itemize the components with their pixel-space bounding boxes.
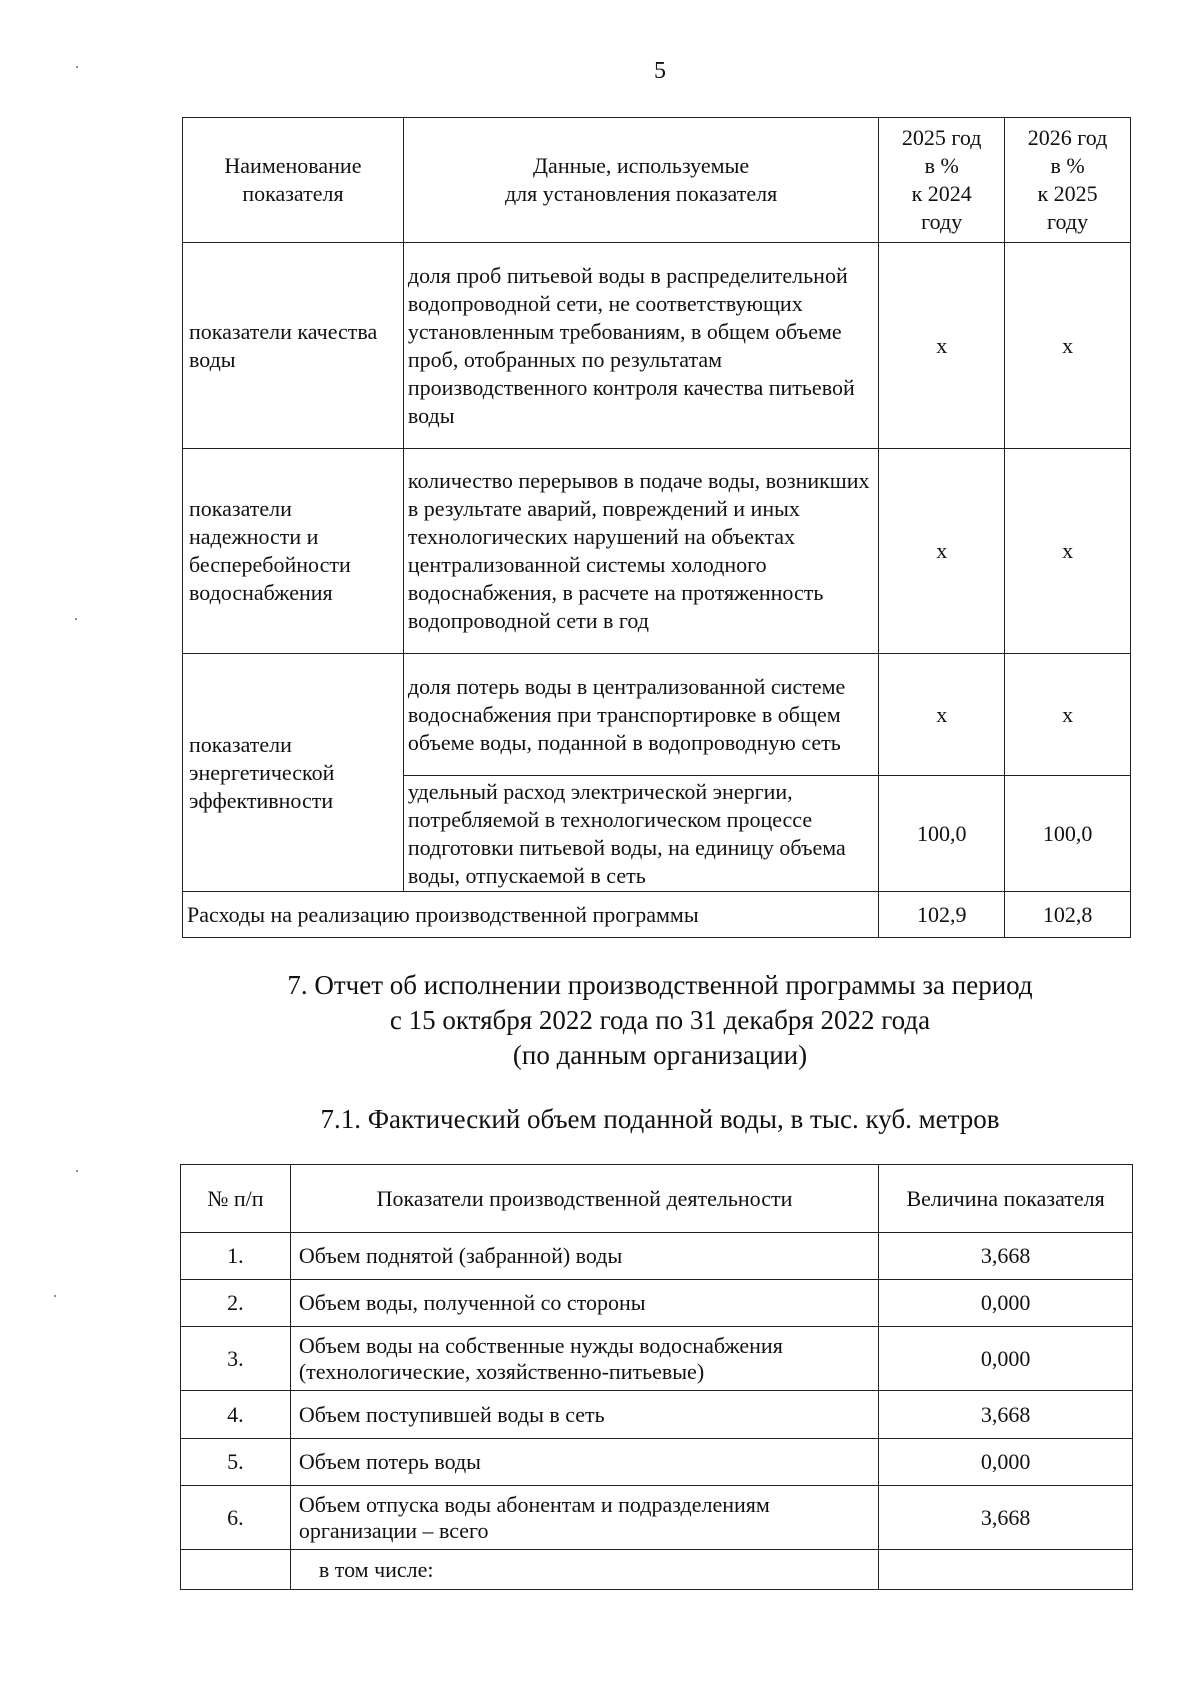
row-value: 3,668 — [879, 1486, 1133, 1550]
row-number: 2. — [181, 1280, 291, 1327]
indicator-name: показатели надежности и бесперебойности водоснабжения — [183, 449, 404, 654]
row-number: 6. — [181, 1486, 291, 1550]
header-value: Величина показателя — [879, 1165, 1133, 1233]
scan-speck — [76, 66, 78, 68]
scan-speck — [54, 1295, 56, 1297]
table-row — [181, 1550, 1133, 1590]
row-number — [181, 1550, 291, 1590]
indicator-row-energy-losses — [183, 654, 1131, 776]
scan-speck — [75, 618, 77, 620]
indicator-value-2025: 100,0 — [879, 776, 1005, 892]
section-7-title-line: с 15 октября 2022 года по 31 декабря 2022 года — [389, 1005, 931, 1035]
row-value — [879, 1550, 1133, 1590]
row-label: в том числе: — [290, 1550, 878, 1590]
indicator-data: доля потерь воды в централизованной системе водоснабжения при транспортировке в общем объеме воды, поданной в водопроводную сеть — [403, 654, 878, 776]
table-row — [181, 1391, 1133, 1439]
table-row — [181, 1486, 1133, 1550]
indicator-value-2025: х — [879, 243, 1005, 449]
total-label: Расходы на реализацию производственной программы — [183, 892, 879, 938]
header-indicator: Показатели производственной деятельности — [290, 1165, 878, 1233]
indicator-data: количество перерывов в подаче воды, возникших в результате аварий, повреждений и иных технологических нарушений на объектах централизованной системы холодного водоснабжения, в расчете на протяженность водопроводной сети в год — [403, 449, 878, 654]
row-label: Объем воды на собственные нужды водоснабжения (технологические, хозяйственно-питьевые) — [290, 1327, 878, 1391]
indicator-value-2025: х — [879, 654, 1005, 776]
indicator-total-row — [183, 892, 1131, 938]
total-value-2025: 102,9 — [879, 892, 1005, 938]
row-value: 0,000 — [879, 1280, 1133, 1327]
indicator-row-reliability — [183, 449, 1131, 654]
header-2026: 2026 год в % к 2025 году — [1005, 118, 1131, 243]
indicator-name: показатели энергетической эффективности — [183, 654, 404, 892]
header-indicator-name: Наименование показателя — [183, 118, 404, 243]
water-volume-header-row — [181, 1165, 1133, 1233]
table-row — [181, 1327, 1133, 1391]
row-label: Объем потерь воды — [290, 1439, 878, 1486]
section-7-title — [0, 968, 1200, 1073]
water-volume-table — [180, 1164, 1133, 1590]
row-number: 4. — [181, 1391, 291, 1439]
row-value: 3,668 — [879, 1233, 1133, 1280]
indicators-table — [182, 117, 1131, 938]
header-indicator-data: Данные, используемые для установления показателя — [403, 118, 878, 243]
section-7-title-line: (по данным организации) — [512, 1040, 808, 1070]
header-row-number: № п/п — [181, 1165, 291, 1233]
indicator-value-2025: х — [879, 449, 1005, 654]
row-value: 0,000 — [879, 1439, 1133, 1486]
row-label: Объем отпуска воды абонентам и подразделениям организации – всего — [290, 1486, 878, 1550]
total-value-2026: 102,8 — [1005, 892, 1131, 938]
row-label: Объем поднятой (забранной) воды — [290, 1233, 878, 1280]
indicator-value-2026: х — [1005, 654, 1131, 776]
section-7-1-title: 7.1. Фактический объем поданной воды, в тыс. куб. метров — [320, 1104, 1000, 1134]
scan-speck — [76, 1170, 78, 1172]
indicators-header-row — [183, 118, 1131, 243]
table-row — [181, 1233, 1133, 1280]
section-7-title-line: 7. Отчет об исполнении производственной программы за период — [287, 970, 1033, 1000]
row-label: Объем воды, полученной со стороны — [290, 1280, 878, 1327]
row-value: 0,000 — [879, 1327, 1133, 1391]
row-value: 3,668 — [879, 1391, 1133, 1439]
indicator-row-water-quality — [183, 243, 1131, 449]
row-number: 3. — [181, 1327, 291, 1391]
page-number: 5 — [654, 58, 666, 84]
row-number: 1. — [181, 1233, 291, 1280]
indicator-name: показатели качества воды — [183, 243, 404, 449]
row-label: Объем поступившей воды в сеть — [290, 1391, 878, 1439]
indicator-value-2026: 100,0 — [1005, 776, 1131, 892]
indicator-data: доля проб питьевой воды в распределительной водопроводной сети, не соответствующих установленным требованиям, в общем объеме проб, отобранных по результатам производственного контроля качества питьевой воды — [403, 243, 878, 449]
table-row — [181, 1439, 1133, 1486]
indicator-value-2026: х — [1005, 243, 1131, 449]
header-2025: 2025 год в % к 2024 году — [879, 118, 1005, 243]
indicator-value-2026: х — [1005, 449, 1131, 654]
row-number: 5. — [181, 1439, 291, 1486]
table-row — [181, 1280, 1133, 1327]
indicator-data: удельный расход электрической энергии, потребляемой в технологическом процессе подготовки питьевой воды, на единицу объема воды, отпускаемой в сеть — [403, 776, 878, 892]
